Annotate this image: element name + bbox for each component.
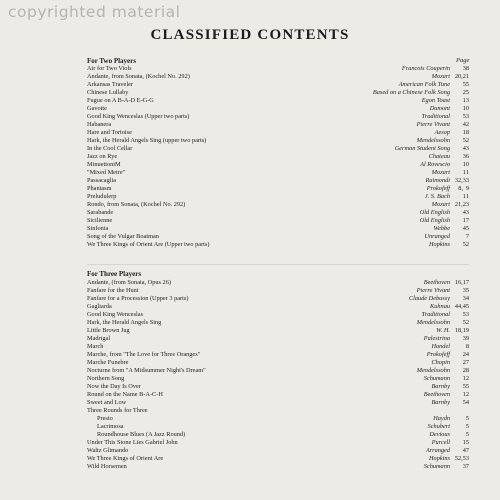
entry-composer: Dumont (429, 105, 450, 113)
entry-composer: Barnby (431, 383, 450, 391)
page-number: 53 (462, 113, 469, 121)
entry-title: We Three Kings of Orient Are (Upper two parts) (87, 241, 210, 249)
page-number: 43 (462, 209, 469, 217)
page-number: 11 (462, 193, 469, 201)
contents-entry (87, 233, 469, 241)
page-number: 18 (454, 327, 462, 335)
entry-composer: Hopkins (429, 455, 450, 463)
entry-pages (463, 343, 469, 351)
page-number: 55 (462, 383, 469, 391)
entry-title: Sicilienne (87, 217, 113, 225)
entry-title: We Three Kings of Orient Are (87, 455, 164, 463)
page-number: 8 (458, 185, 462, 193)
page-number: 52 (462, 319, 469, 327)
entry-pages (463, 351, 469, 359)
entry-pages (463, 225, 469, 233)
entry-composer: Mendelssohn (416, 137, 450, 145)
entry-title: Northern Song (87, 375, 125, 383)
entry-title: Wild Horsemen (87, 463, 127, 471)
entry-title: Under This Stone Lies Gabriel John (87, 439, 178, 447)
entry-pages (463, 423, 469, 431)
entry-pages: 8,9 (455, 185, 469, 193)
entry-pages: 18,19 (454, 327, 469, 335)
entry-composer: Claude Debussy (408, 295, 450, 303)
page-number: 36 (462, 153, 469, 161)
entry-pages (463, 217, 469, 225)
contents-entry (87, 65, 469, 73)
entry-composer: W. H. (436, 327, 450, 335)
page-number: 43 (462, 145, 469, 153)
entry-title: MinuettoniM (87, 161, 121, 169)
page-number: 5 (465, 423, 469, 431)
entry-title: Marche, from "The Love for Three Oranges" (87, 351, 201, 359)
entry-composer: J. S. Bach (424, 193, 450, 201)
entry-title: Madrigal (87, 335, 111, 343)
entry-title: Arkansas Traveler (87, 81, 133, 89)
contents-entry (87, 193, 469, 201)
entry-pages (463, 391, 469, 399)
contents-entry (87, 415, 469, 423)
entry-composer: Old English (419, 217, 450, 225)
entry-composer: Pierre Vivant (416, 287, 450, 295)
contents-entry (87, 335, 469, 343)
entry-title: "Mixed Metre" (87, 169, 126, 177)
contents-entry (87, 319, 469, 327)
entry-pages (463, 415, 469, 423)
entry-composer: Mozart (431, 169, 450, 177)
entry-composer: Webbe (433, 225, 450, 233)
page-number: 45 (462, 225, 469, 233)
entry-title: Hark, the Herald Angels Sing (87, 319, 162, 327)
entry-title: Jazz on Rye (87, 153, 118, 161)
entry-pages (463, 209, 469, 217)
entry-composer: Schumann (423, 375, 450, 383)
entry-pages (463, 129, 469, 137)
entry-composer: Chopin (431, 359, 450, 367)
entry-title: Three Rounds for Three (87, 407, 148, 415)
entry-composer: Based on a Chinese Folk Song (372, 89, 450, 97)
contents-entry (87, 145, 469, 153)
entry-composer: Barnby (431, 399, 450, 407)
page-number: 28 (462, 367, 469, 375)
entry-title: Nocturne from "A Midsummer Night's Dream" (87, 367, 206, 375)
page-number: 24 (462, 351, 469, 359)
contents-entry (87, 209, 469, 217)
entry-composer: Aesop (434, 129, 450, 137)
entry-pages (463, 161, 469, 169)
contents-entry (87, 217, 469, 225)
page-number: 34 (462, 295, 469, 303)
entry-pages (463, 97, 469, 105)
contents-entry (87, 169, 469, 177)
contents-entry (87, 161, 469, 169)
page-number: 12 (462, 375, 469, 383)
entry-title: Roundhouse Blues (A Jazz Round) (97, 431, 186, 439)
page-number: 33 (462, 177, 469, 185)
entry-composer: Mozart (431, 73, 450, 81)
entry-pages (463, 335, 469, 343)
page-number: 16 (454, 279, 462, 286)
page-number: 15 (462, 439, 469, 447)
page-number: 8 (465, 343, 469, 351)
page-number: 52 (462, 137, 469, 145)
entry-pages (463, 145, 469, 153)
page-number: 35 (462, 287, 469, 295)
entry-composer: Arranged (425, 447, 450, 455)
entry-pages (463, 383, 469, 391)
entry-composer: Prokofeff (426, 185, 450, 193)
entry-composer: Traditional (421, 113, 450, 121)
contents-entry (87, 351, 469, 359)
page-number: 10 (462, 161, 469, 169)
page-number: 11 (462, 169, 469, 177)
entry-composer: Traditional (421, 311, 450, 319)
entry-pages (463, 233, 469, 241)
section-heading-two-players: For Two Players (87, 57, 136, 65)
entry-pages: 16,17 (454, 279, 469, 286)
contents-entry (87, 359, 469, 367)
page-number: 45 (462, 303, 469, 311)
entry-pages (463, 169, 469, 177)
entry-title: Hark, the Herald Angels Sing (upper two parts) (87, 137, 207, 145)
copyright-watermark: copyrighted material (8, 3, 181, 21)
three-players-list (87, 279, 469, 471)
page-number: 10 (462, 105, 469, 113)
page-number: 39 (462, 335, 469, 343)
entry-pages: 20,21 (454, 73, 469, 81)
entry-pages: 52,53 (454, 455, 469, 463)
entry-composer: Schubert (427, 423, 450, 431)
entry-title: Sweet and Low (87, 399, 127, 407)
entry-pages (463, 431, 469, 439)
page-number: 52 (462, 241, 469, 249)
entry-pages (463, 137, 469, 145)
contents-entry (87, 303, 469, 311)
entry-pages: 44,45 (454, 303, 469, 311)
contents-entry (87, 367, 469, 375)
contents-entry (87, 73, 469, 81)
entry-title: Chinese Lullaby (87, 89, 129, 97)
contents-entry (87, 431, 469, 439)
page-number: 52 (454, 455, 462, 463)
entry-pages (463, 287, 469, 295)
entry-title: Hare and Tortoise (87, 129, 132, 137)
entry-pages (463, 153, 469, 161)
entry-composer: Beethoven (423, 391, 450, 399)
contents-entry (87, 343, 469, 351)
entry-pages (463, 367, 469, 375)
entry-title: Little Brown Jug (87, 327, 130, 335)
entry-composer: Chateau (428, 153, 450, 161)
entry-pages (463, 105, 469, 113)
page-number: 21 (462, 73, 469, 81)
page-number: 18 (462, 129, 469, 137)
contents-entry (87, 89, 469, 97)
page-number: 17 (462, 217, 469, 225)
page-number: 23 (462, 201, 469, 209)
entry-title: Sinfonia (87, 225, 109, 233)
entry-composer: Mendelssohn (416, 367, 450, 375)
contents-entry (87, 121, 469, 129)
contents-entry (87, 279, 469, 287)
entry-title: Preludulerp (87, 193, 117, 201)
entry-composer: Kuhnau (430, 303, 450, 311)
entry-title: Good King Wenceslas (87, 311, 144, 319)
contents-entry (87, 295, 469, 303)
entry-title: Round on the Name B-A-C-H (87, 391, 163, 399)
entry-title: Rondo, from Sonata, (Kochel No. 292) (87, 201, 186, 209)
entry-composer: American Folk Tune (398, 81, 450, 89)
contents-entry (87, 399, 469, 407)
contents-entry (87, 463, 469, 471)
entry-pages (463, 439, 469, 447)
entry-composer: Haydn (433, 415, 450, 423)
contents-entry (87, 113, 469, 121)
page-number: 32 (454, 177, 462, 185)
entry-title: Gavotte (87, 105, 107, 113)
page-number: 5 (465, 415, 469, 423)
contents-entry (87, 391, 469, 399)
entry-composer: Al Rovescio (420, 161, 450, 169)
entry-composer: Raimondi (425, 177, 450, 185)
page-number: 44 (454, 303, 462, 311)
page-number: 7 (465, 233, 469, 241)
entry-title: Good King Wenceslas (Upper two parts) (87, 113, 190, 121)
entry-composer: Purcell (431, 439, 450, 447)
entry-pages (463, 319, 469, 327)
contents-entry (87, 137, 469, 145)
contents-entry (87, 327, 469, 335)
entry-title: Gagliarda (87, 303, 112, 311)
contents-entry (87, 447, 469, 455)
entry-composer: Mendelssohn (416, 319, 450, 327)
entry-pages (463, 295, 469, 303)
page-number: 13 (462, 97, 469, 105)
contents-entry (87, 287, 469, 295)
entry-title: Passacaglia (87, 177, 117, 185)
contents-entry (87, 311, 469, 319)
page-number: 17 (462, 279, 469, 286)
contents-entry (87, 129, 469, 137)
contents-entry (87, 383, 469, 391)
page-number: 38 (462, 65, 469, 72)
contents-entry (87, 97, 469, 105)
entry-title: Andante, from Sonata, (Kochel No. 292) (87, 73, 190, 81)
contents-entry (87, 185, 469, 193)
section-divider (87, 264, 469, 265)
entry-composer: Palestrina (423, 335, 450, 343)
entry-pages (463, 89, 469, 97)
contents-entry (87, 423, 469, 431)
contents-entry (87, 439, 469, 447)
entry-pages (463, 375, 469, 383)
entry-pages (463, 65, 469, 73)
page-number: 5 (465, 431, 469, 439)
page-number: 21 (454, 201, 462, 209)
entry-composer: Francois Couperin (401, 65, 450, 72)
contents-entry (87, 201, 469, 209)
entry-title: In the Cool Cellar (87, 145, 133, 153)
entry-pages (463, 447, 469, 455)
entry-title: Now the Day Is Over (87, 383, 141, 391)
entry-composer: Beethoven (423, 279, 450, 286)
page-number: 9 (465, 185, 469, 193)
entry-title: March (87, 343, 104, 351)
entry-title: Presto (97, 415, 113, 423)
contents-entry (87, 375, 469, 383)
contents-entry (87, 241, 469, 249)
entry-title: Fanfare for a Procession (Upper 3 parts) (87, 295, 189, 303)
entry-composer: Handel (431, 343, 450, 351)
page-column-header: Page (456, 57, 470, 64)
page-number: 42 (462, 121, 469, 129)
two-players-list (87, 65, 469, 249)
contents-entry (87, 455, 469, 463)
page-number: 19 (462, 327, 469, 335)
entry-title: Lacrimosa (97, 423, 124, 431)
entry-composer: Unranged (424, 233, 450, 241)
page-title: CLASSIFIED CONTENTS (150, 27, 350, 43)
entry-composer: Old English (419, 209, 450, 217)
entry-title: Fanfare for the Hunt (87, 287, 139, 295)
contents-entry (87, 105, 469, 113)
entry-pages (463, 241, 469, 249)
contents-entry (87, 153, 469, 161)
page-number: 55 (462, 81, 469, 89)
entry-pages (463, 463, 469, 471)
entry-pages (463, 81, 469, 89)
entry-pages (463, 311, 469, 319)
entry-composer: German Student Song (394, 145, 450, 153)
entry-composer: Hopkins (429, 241, 450, 249)
entry-title: Marche Funebre (87, 359, 129, 367)
entry-title: Sarabande (87, 209, 114, 217)
entry-composer: Mozart (431, 201, 450, 209)
section-heading-three-players: For Three Players (87, 270, 142, 278)
entry-title: Song of the Vulgar Boatman (87, 233, 159, 241)
entry-title: Waltz Glimando (87, 447, 129, 455)
entry-title: Fugue on A B-A-D E-G-G (87, 97, 154, 105)
page-number: 25 (462, 89, 469, 97)
page-number: 12 (462, 391, 469, 399)
contents-entry (87, 225, 469, 233)
entry-pages (463, 193, 469, 201)
contents-entry (87, 81, 469, 89)
entry-composer: Egon Toast (421, 97, 450, 105)
entry-pages: 32,33 (454, 177, 469, 185)
entry-pages (463, 113, 469, 121)
entry-composer: Devious (429, 431, 450, 439)
entry-composer: Pierre Vivant (416, 121, 450, 129)
entry-pages (463, 399, 469, 407)
page-number: 53 (462, 311, 469, 319)
page-number: 20 (454, 73, 462, 81)
contents-entry (87, 177, 469, 185)
entry-title: Phantasm (87, 185, 112, 193)
entry-pages: 21,23 (454, 201, 469, 209)
entry-title: Andante, (from Sonata, Opus 26) (87, 279, 171, 286)
page-number: 27 (462, 359, 469, 367)
page-number: 37 (462, 463, 469, 471)
entry-title: Habanera (87, 121, 112, 129)
page-number: 53 (462, 455, 469, 463)
entry-title: Air for Two Viols (87, 65, 132, 72)
contents-entry (87, 407, 469, 415)
entry-pages (463, 121, 469, 129)
page-number: 47 (462, 447, 469, 455)
entry-composer: Prokofeff (426, 351, 450, 359)
entry-composer: Schumann (423, 463, 450, 471)
entry-pages (463, 359, 469, 367)
page-number: 54 (462, 399, 469, 407)
